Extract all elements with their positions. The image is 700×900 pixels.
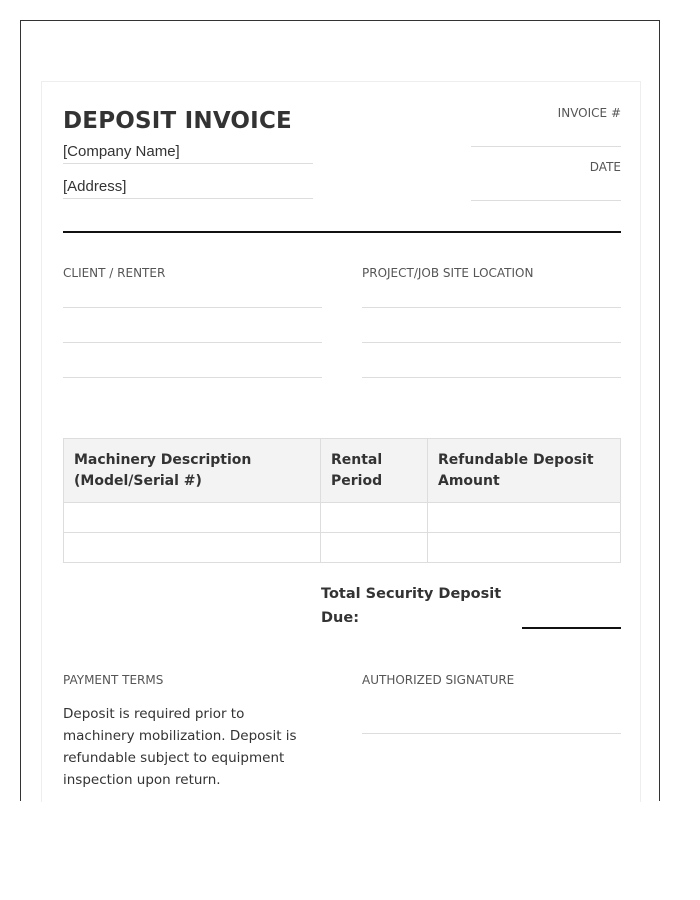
table-header-row — [64, 439, 621, 503]
client-line-1[interactable] — [63, 307, 322, 308]
project-line-2[interactable] — [362, 342, 621, 343]
table-cell[interactable] — [321, 503, 428, 533]
col-machinery-description: Machinery Description (Model/Serial #) — [64, 439, 321, 503]
invoice-title: DEPOSIT INVOICE — [63, 108, 292, 134]
address-field[interactable]: [Address] — [63, 178, 127, 195]
table-cell[interactable] — [428, 503, 621, 533]
machinery-table — [63, 438, 621, 563]
total-label-line-2: Due: — [321, 610, 359, 626]
total-label-line-1: Total Security Deposit — [321, 586, 502, 602]
table-cell[interactable] — [64, 503, 321, 533]
invoice-card — [41, 81, 641, 802]
payment-terms-label: PAYMENT TERMS — [63, 673, 164, 687]
project-line-3[interactable] — [362, 377, 621, 378]
invoice-number-label: INVOICE # — [557, 106, 621, 120]
date-field[interactable] — [471, 200, 621, 201]
signature-label: AUTHORIZED SIGNATURE — [362, 673, 515, 687]
table-row — [64, 533, 621, 563]
date-label: DATE — [589, 160, 621, 174]
project-line-1[interactable] — [362, 307, 621, 308]
total-deposit-field[interactable] — [522, 627, 621, 629]
signature-field[interactable] — [362, 733, 621, 734]
payment-terms-text: Deposit is required prior to machinery mobilization. Deposit is refundable subject to equipment inspection upon return. — [63, 706, 297, 788]
company-name-field[interactable]: [Company Name] — [63, 143, 180, 160]
client-line-2[interactable] — [63, 342, 322, 343]
table-cell[interactable] — [321, 533, 428, 563]
table-cell[interactable] — [428, 533, 621, 563]
invoice-number-field[interactable] — [471, 146, 621, 147]
col-rental-period: Rental Period — [321, 439, 428, 503]
address-underline — [63, 198, 313, 199]
col-refundable-deposit: Refundable Deposit Amount — [428, 439, 621, 503]
table-cell[interactable] — [64, 533, 321, 563]
company-name-underline — [63, 163, 313, 164]
client-label: CLIENT / RENTER — [63, 266, 166, 280]
header-divider — [63, 231, 621, 233]
client-line-3[interactable] — [63, 377, 322, 378]
invoice-page — [20, 20, 660, 801]
project-location-label: PROJECT/JOB SITE LOCATION — [362, 266, 534, 280]
table-row — [64, 503, 621, 533]
total-deposit-label — [321, 582, 521, 630]
